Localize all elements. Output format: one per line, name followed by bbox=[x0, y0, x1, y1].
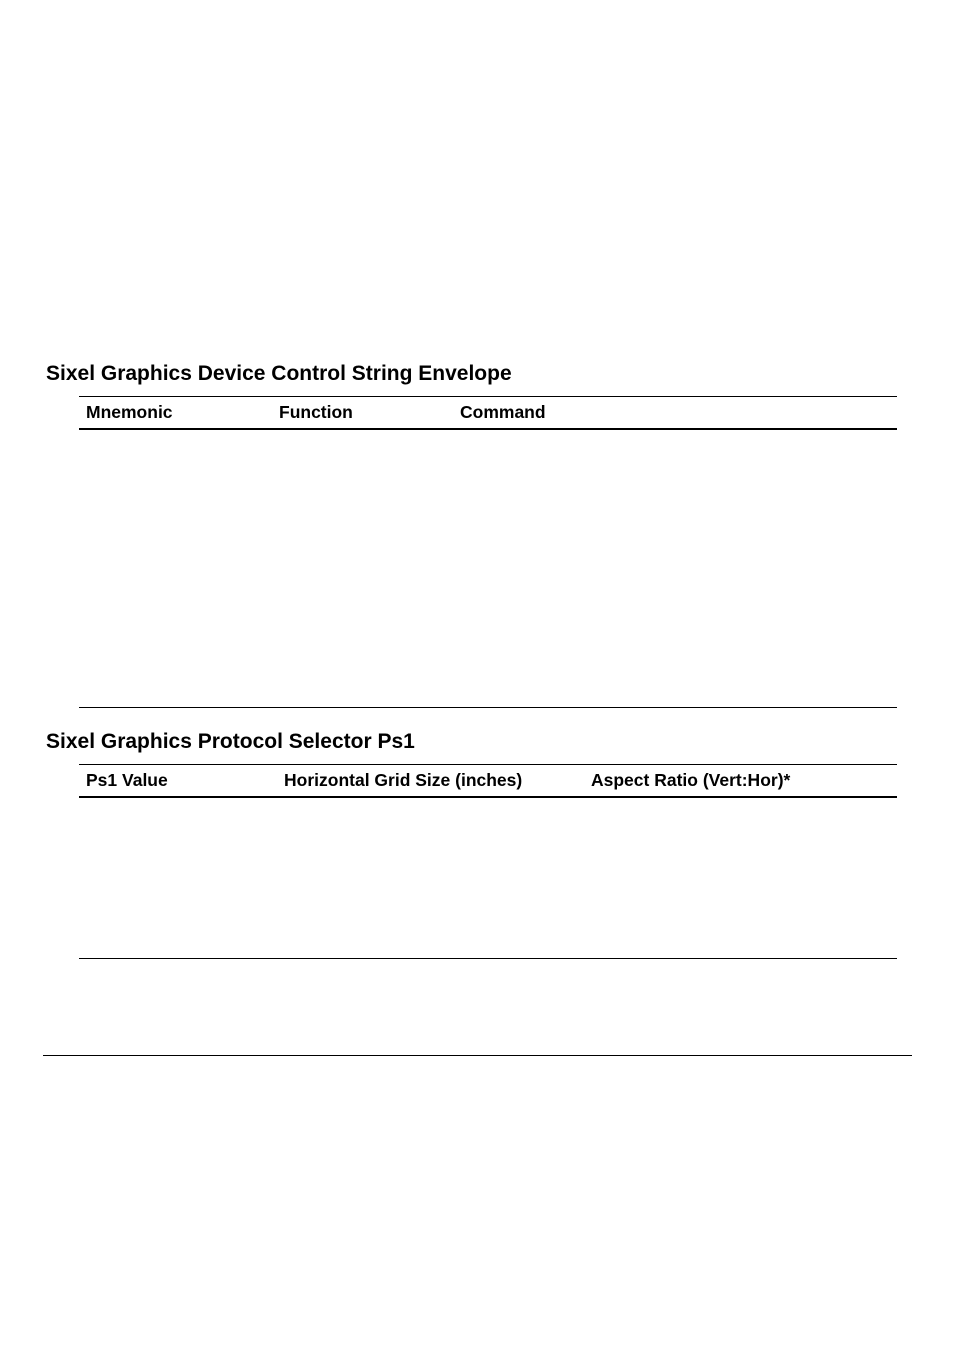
protocol-selector-table-body bbox=[79, 798, 897, 958]
column-header-aspect-ratio: Aspect Ratio (Vert:Hor)* bbox=[591, 770, 791, 790]
column-header-function: Function bbox=[279, 402, 353, 422]
dcs-envelope-table-bottom-rule bbox=[79, 707, 897, 708]
protocol-selector-table-header bbox=[79, 764, 897, 798]
protocol-selector-table bbox=[79, 764, 897, 959]
page-footer-rule bbox=[43, 1055, 912, 1056]
column-header-mnemonic: Mnemonic bbox=[86, 402, 173, 422]
section-title-protocol-selector: Sixel Graphics Protocol Selector Ps1 bbox=[46, 730, 415, 753]
dcs-envelope-table-body bbox=[79, 430, 897, 707]
column-header-ps1-value: Ps1 Value bbox=[86, 770, 168, 790]
protocol-selector-table-bottom-rule bbox=[79, 958, 897, 959]
column-header-command: Command bbox=[460, 402, 546, 422]
column-header-horizontal-grid-size: Horizontal Grid Size (inches) bbox=[284, 770, 523, 790]
dcs-envelope-table bbox=[79, 396, 897, 708]
section-title-dcs-envelope: Sixel Graphics Device Control String Envelope bbox=[46, 362, 512, 385]
dcs-envelope-table-header bbox=[79, 396, 897, 430]
